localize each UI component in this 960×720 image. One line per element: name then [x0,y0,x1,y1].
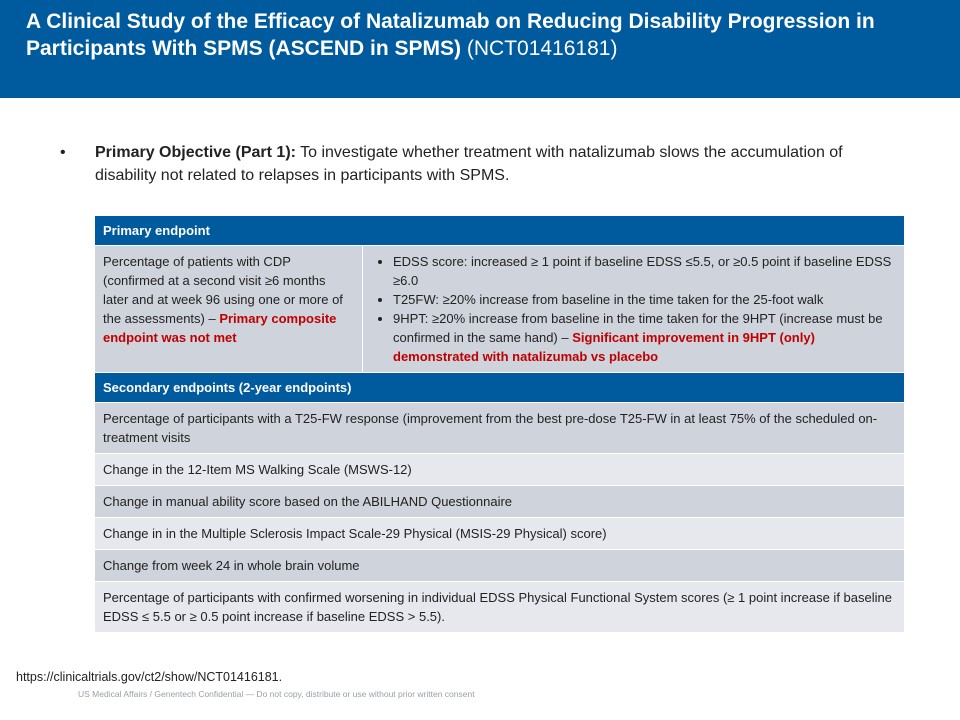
objective-bullet: • [60,144,66,161]
primary-endpoint-criteria [363,246,905,373]
primary-desc-text: Percentage of patients with CDP (confirmed at a second visit ≥6 months later and at week 96 using one or more of the assessments) – [103,254,343,326]
title-trial-id: (NCT01416181) [461,37,618,60]
title-banner [0,0,960,98]
secondary-row [95,403,905,454]
secondary-endpoints-header: Secondary endpoints (2-year endpoints) [95,373,905,403]
secondary-endpoint-1: Percentage of participants with a T25-FW response (improvement from the best pre-dose T25-FW in at least 75% of the scheduled on-treatment visits [95,403,905,454]
secondary-row [95,486,905,518]
secondary-row [95,582,905,633]
secondary-endpoints-header-row [95,373,905,403]
primary-endpoint-description [95,246,363,373]
primary-endpoint-row [95,246,905,373]
secondary-row [95,550,905,582]
criteria-result: Significant improvement in 9HPT (only) demonstrated with natalizumab vs placebo [393,330,815,364]
objective-text: To investigate whether treatment with natalizumab slows the accumulation of disability not related to relapses in participants with SPMS. [95,144,843,184]
primary-objective [60,141,898,187]
criteria-9hpt-text: 9HPT: ≥20% increase from baseline in the time taken for the 9HPT (increase must be confirmed in the same hand) – [393,311,883,345]
secondary-row [95,518,905,550]
secondary-endpoint-3: Change in manual ability score based on the ABILHAND Questionnaire [95,486,905,518]
slide-title [26,8,946,62]
secondary-row [95,454,905,486]
primary-endpoint-header: Primary endpoint [95,216,905,246]
primary-result: Primary composite endpoint was not met [103,311,337,345]
criteria-list [371,252,896,366]
secondary-endpoint-2: Change in the 12-Item MS Walking Scale (MSWS-12) [95,454,905,486]
endpoints-table [94,215,905,633]
confidentiality-footer: US Medical Affairs / Genentech Confidential — Do not copy, distribute or use without prior written consent [78,689,475,699]
secondary-endpoint-4: Change in in the Multiple Sclerosis Impact Scale-29 Physical (MSIS-29 Physical) score) [95,518,905,550]
secondary-endpoint-6: Percentage of participants with confirmed worsening in individual EDSS Physical Functional System scores (≥ 1 point increase if baseline EDSS ≤ 5.5 or ≥ 0.5 point increase if baseline EDSS > 5.5). [95,582,905,633]
criteria-item-9hpt [393,309,896,366]
primary-endpoint-header-row [95,216,905,246]
secondary-endpoint-5: Change from week 24 in whole brain volume [95,550,905,582]
reference-link[interactable]: https://clinicaltrials.gov/ct2/show/NCT01416181. [16,670,283,684]
criteria-item-t25fw: • T25FW: ≥20% increase from baseline in the time taken for the 25-foot walk [393,290,896,309]
title-bold: A Clinical Study of the Efficacy of Natalizumab on Reducing Disability Progression in Participants With SPMS (ASCEND in SPMS) [26,10,875,60]
criteria-item-edss: • EDSS score: increased ≥ 1 point if baseline EDSS ≤5.5, or ≥0.5 point if baseline EDSS ≥6.0 [393,252,896,290]
objective-label: Primary Objective (Part 1): [95,144,296,161]
